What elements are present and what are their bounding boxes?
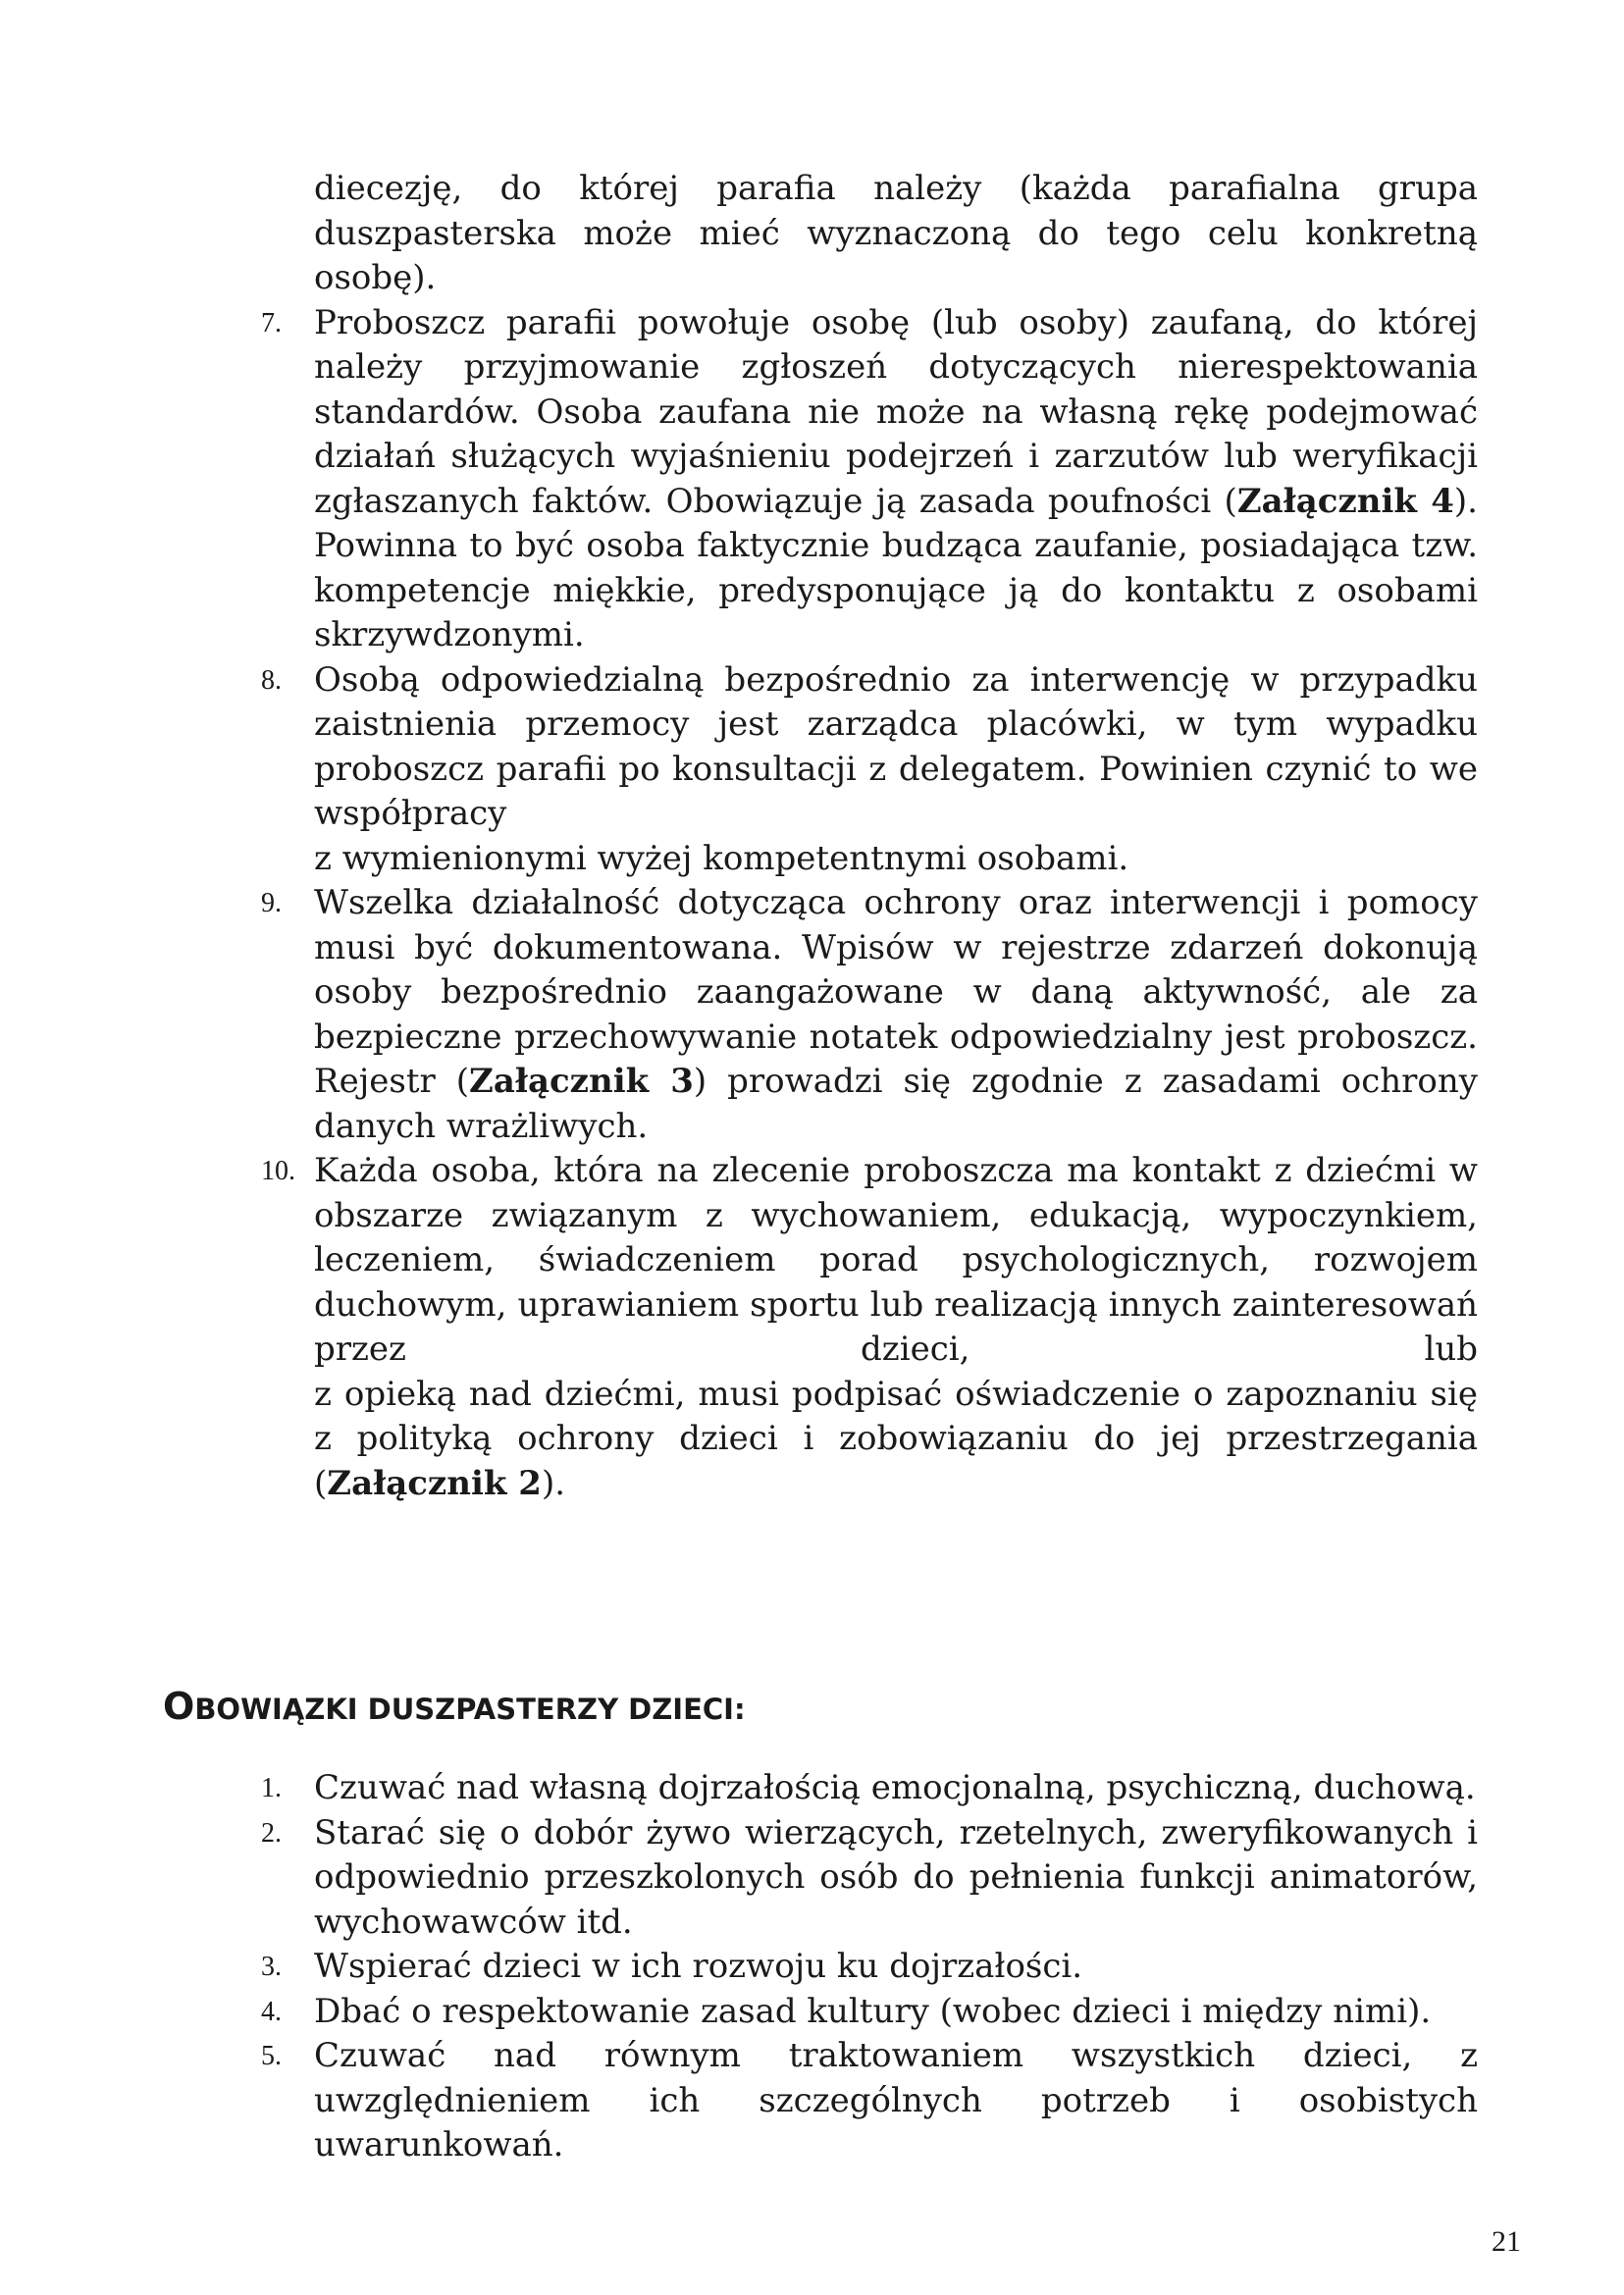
list-number: 1. xyxy=(261,1773,282,1803)
list-item-continuation xyxy=(259,167,1478,301)
list-number: 8. xyxy=(261,664,282,696)
attachment-reference: Załącznik 3 xyxy=(469,1062,694,1101)
list-number: 5. xyxy=(261,2041,282,2071)
item-text: Wspierać dzieci w ich rozwoju ku dojrzałości. xyxy=(314,1947,1083,1986)
item-text: Starać się o dobór żywo wierzących, rzetelnych, zweryfikowanych i odpowiednio przeszkolonych osób do pełnienia funkcji animatorów, wychowawców itd. xyxy=(314,1812,1478,1942)
duty-item-2 xyxy=(259,1811,1478,1946)
continuation-line-2: duszpasterska może mieć wyznaczoną do tego celu konkretną osobę). xyxy=(314,213,1478,297)
duty-item-1 xyxy=(259,1766,1478,1811)
item-text: ). xyxy=(541,1463,566,1503)
list-item-9 xyxy=(259,881,1478,1149)
top-list xyxy=(259,167,1478,1506)
item-text: Każda osoba, która na zlecenie proboszcza ma kontakt z dziećmi w obszarze związanym z wychowaniem, edukacją, wypoczynkiem, leczeniem, świadczeniem porad psychologicznych, rozwojem duchowym, uprawianiem sportu lub realizacją innych zainteresowań przez dzieci, lub xyxy=(314,1151,1478,1369)
item-text: Osobą odpowiedzialną bezpośrednio za interwencję w przypadku zaistnienia przemocy jest zarządca placówki, w tym wypadku proboszcz parafii po konsultacji z delegatem. Powinien czynić to we współpracy xyxy=(314,659,1478,833)
item-text: Dbać o respektowanie zasad kultury (wobec dzieci i między nimi). xyxy=(314,1991,1432,2031)
item-text: Czuwać nad własną dojrzałością emocjonalną, psychiczną, duchową. xyxy=(314,1768,1476,1807)
section-heading xyxy=(163,1685,746,1728)
list-number: 4. xyxy=(261,1996,282,2027)
list-item-7 xyxy=(259,301,1478,658)
list-number: 7. xyxy=(261,307,282,339)
continuation-line-1: diecezję, do której parafia należy (każda parafialna grupa xyxy=(314,169,1478,208)
duty-item-3 xyxy=(259,1945,1478,1990)
heading-rest: BOWIĄZKI DUSZPASTERZY DZIECI: xyxy=(194,1693,746,1726)
duties-list xyxy=(259,1766,1478,2168)
attachment-reference: Załącznik 4 xyxy=(1236,481,1454,521)
item-text: ) prowadzi się zgodnie z zasadami ochrony danych wrażliwych. xyxy=(314,1062,1478,1146)
heading-initial: O xyxy=(163,1685,195,1728)
list-item-8 xyxy=(259,658,1478,882)
list-number: 9. xyxy=(261,888,282,918)
item-text: Wszelka działalność dotycząca ochrony oraz interwencji i pomocy musi być dokumentowana. Wpisów w rejestrze zdarzeń dokonują osoby bezpośrednio zaangażowane w daną aktywność, ale za bezpieczne przechowywanie notatek odpowiedzialny jest proboszcz. Rejestr ( xyxy=(314,883,1478,1101)
item-text: ). Powinna to być osoba faktycznie budząca zaufanie, posiadająca tzw. kompetencje miękkie, predysponujące ją do kontaktu z osobami skrzywdzonymi. xyxy=(314,481,1478,654)
list-number: 2. xyxy=(261,1817,282,1849)
list-item-10 xyxy=(259,1149,1478,1506)
item-text-break: z wymienionymi wyżej kompetentnymi osobami. xyxy=(314,838,1129,878)
item-text: Proboszcz parafii powołuje osobę (lub osoby) zaufaną, do której należy przyjmowanie zgłoszeń dotyczących nierespektowania standardów. Osoba zaufana nie może na własną rękę podejmować działań służących wyjaśnieniu podejrzeń i zarzutów lub weryfikacji zgłaszanych faktów. Obowiązuje ją zasada poufności ( xyxy=(314,302,1478,521)
item-text: Czuwać nad równym traktowaniem wszystkich dzieci, z uwzględnieniem ich szczególnych potrzeb i osobistych uwarunkowań. xyxy=(314,2036,1478,2165)
duty-item-4 xyxy=(259,1990,1478,2035)
duty-item-5 xyxy=(259,2034,1478,2168)
item-text: z opieką nad dziećmi, musi podpisać oświadczenie o zapoznaniu się z polityką ochrony dzieci i zobowiązaniu do jej przestrzegania ( xyxy=(314,1374,1478,1503)
page-number: 21 xyxy=(1492,2225,1521,2258)
attachment-reference: Załącznik 2 xyxy=(327,1463,542,1503)
list-number: 3. xyxy=(261,1952,282,1982)
list-number: 10. xyxy=(261,1156,295,1186)
